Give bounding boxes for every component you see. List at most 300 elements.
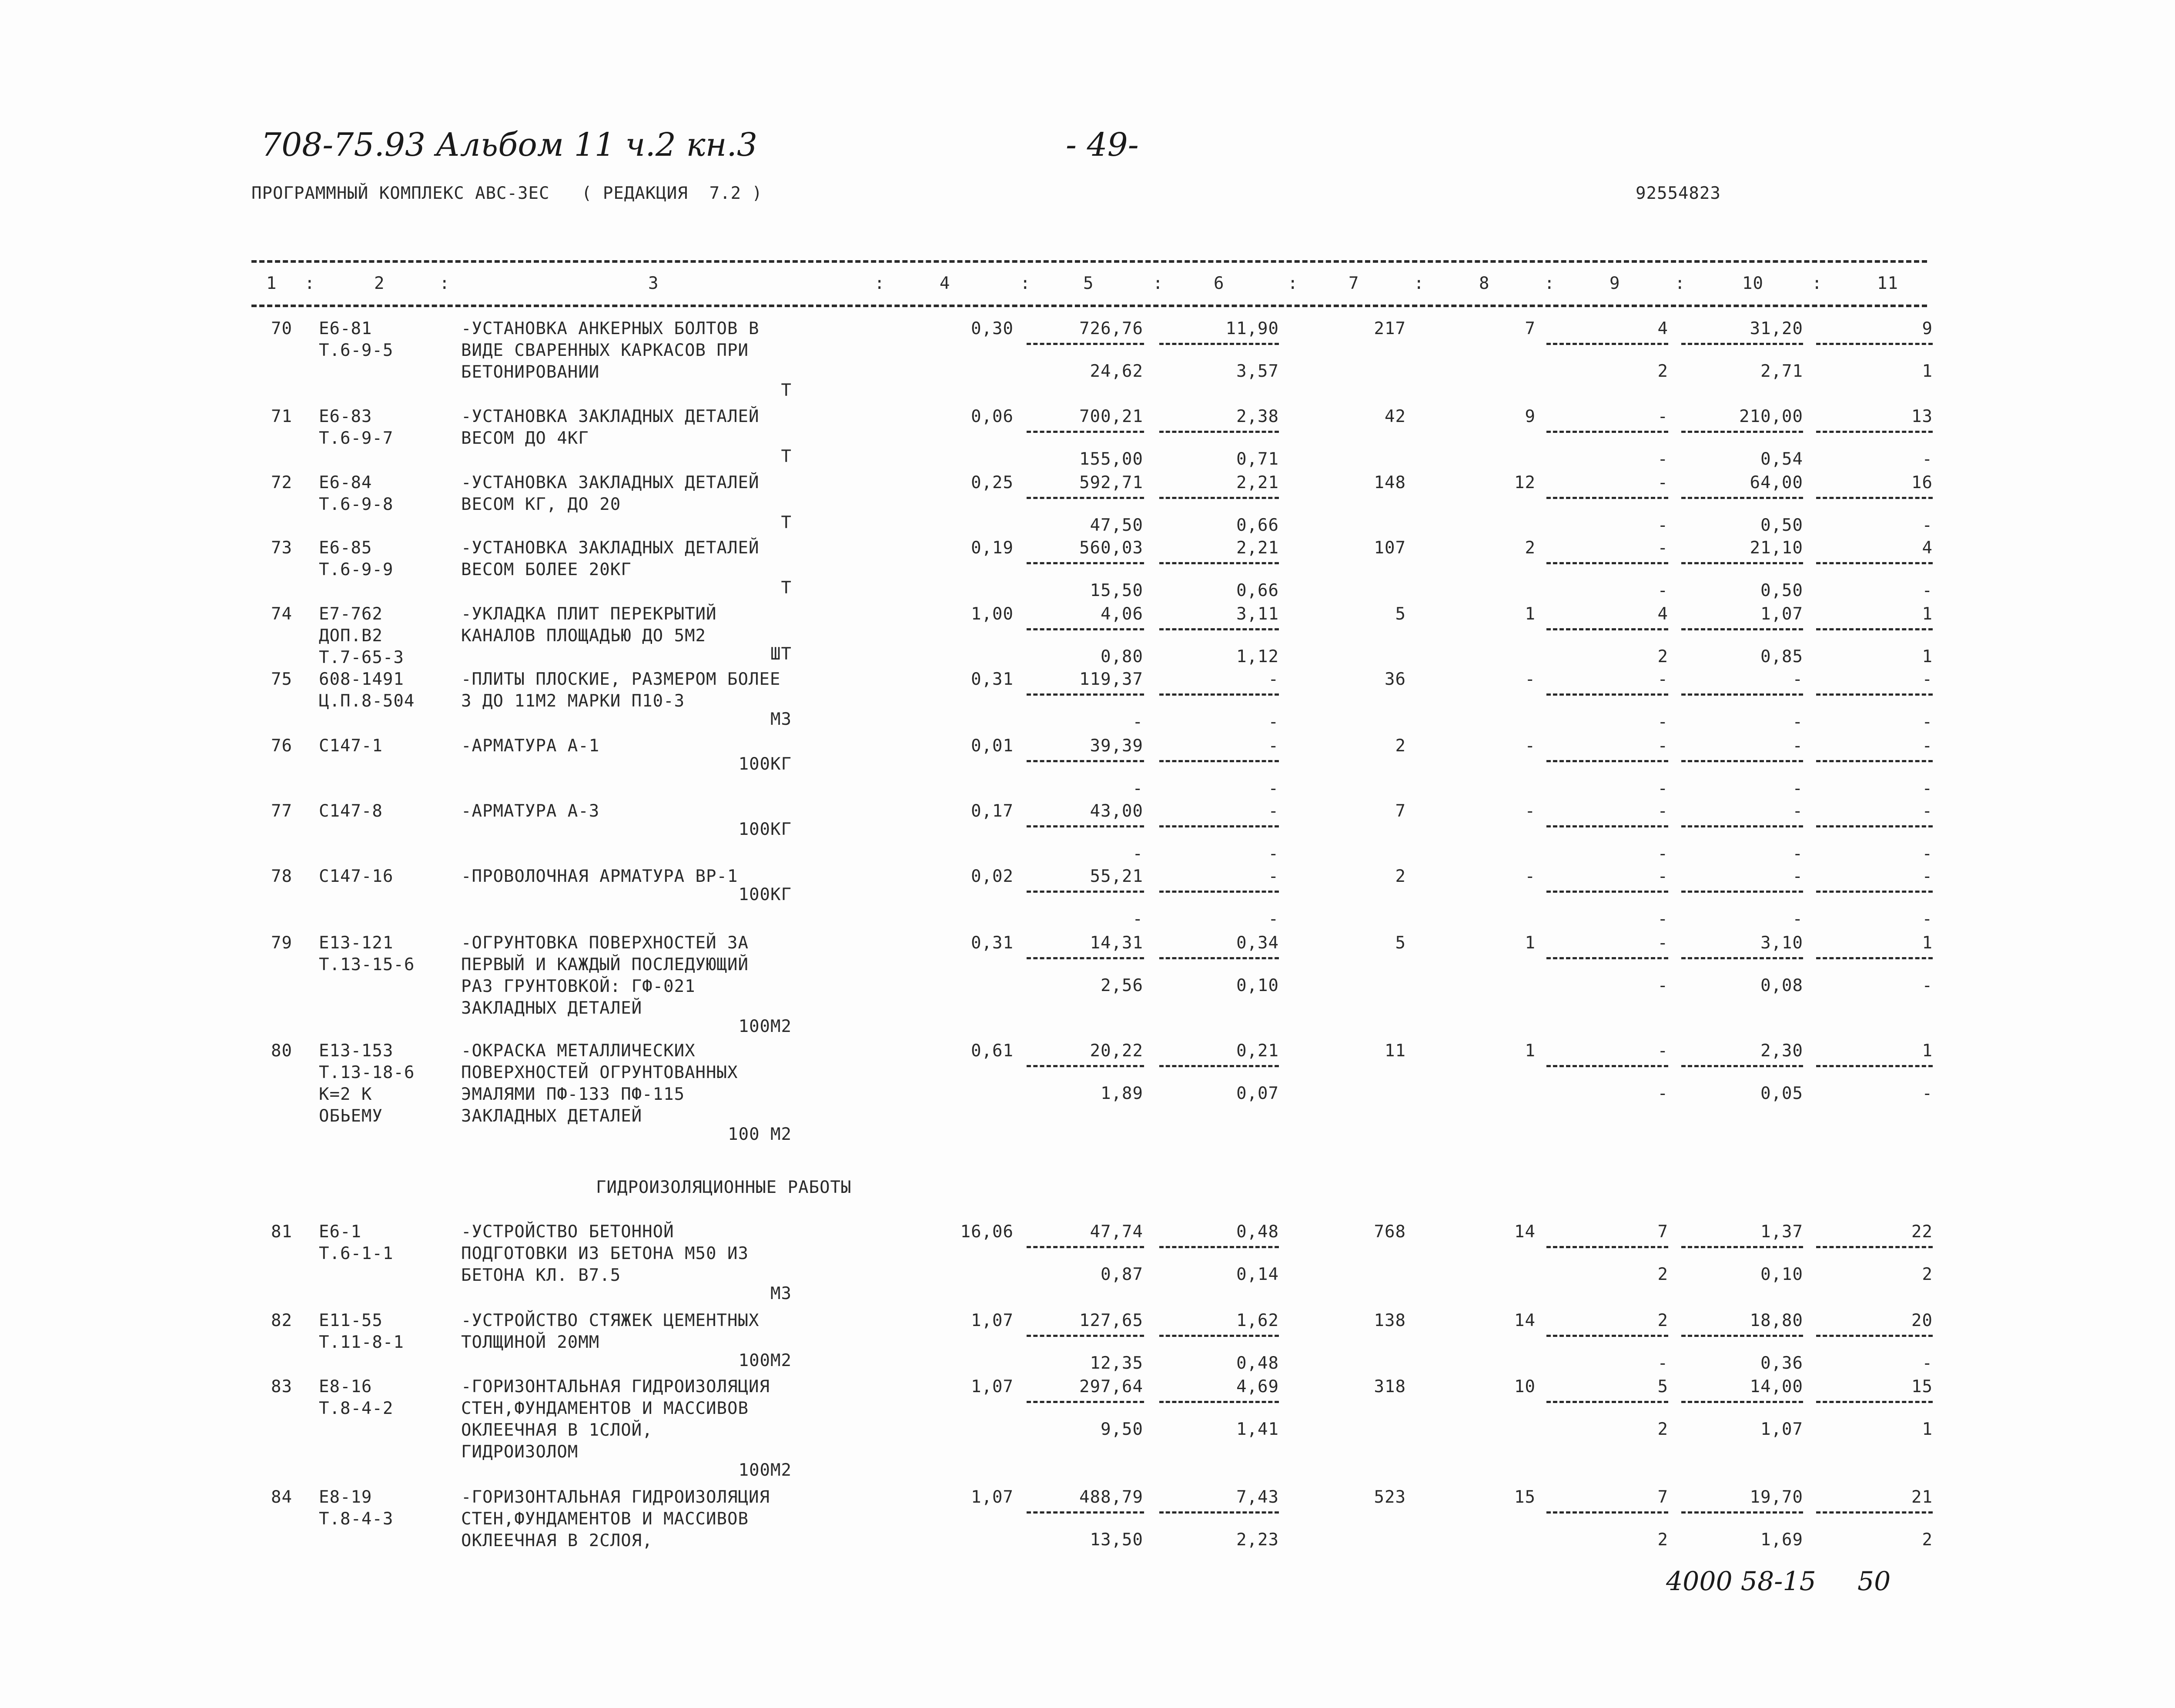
row-col9-top: - — [1657, 801, 1668, 821]
row-col4: 1,00 — [971, 604, 1014, 624]
fraction-rule — [1159, 1511, 1279, 1514]
fraction-rule — [1681, 693, 1803, 696]
row-col9-top: 7 — [1657, 1487, 1668, 1507]
fraction-rule — [1546, 693, 1668, 696]
row-col10-top: 31,20 — [1750, 319, 1803, 338]
row-col5-top: 119,37 — [1079, 670, 1143, 689]
row-col5-bottom: 0,87 — [1101, 1265, 1143, 1284]
row-unit: 100М2 — [738, 1460, 792, 1480]
row-col11-bottom: - — [1922, 1084, 1933, 1103]
fraction-rule — [1681, 1065, 1803, 1067]
row-col4: 0,31 — [971, 670, 1014, 689]
row-code: Е6-1 — [319, 1222, 361, 1242]
row-code: С147-16 — [319, 867, 394, 886]
fraction-rule — [1546, 1511, 1668, 1514]
row-col4: 0,30 — [971, 319, 1014, 338]
row-col10-top: 1,07 — [1760, 604, 1803, 624]
fraction-rule — [1816, 343, 1933, 345]
row-code: С147-8 — [319, 801, 383, 821]
fraction-rule — [1816, 760, 1933, 762]
row-col8: - — [1525, 670, 1536, 689]
row-col6-top: - — [1268, 670, 1279, 689]
row-col9-bottom: - — [1657, 976, 1668, 995]
row-number: 80 — [271, 1041, 292, 1061]
fraction-rule — [1546, 343, 1668, 345]
album-reference: 708-75.93 Альбом 11 ч.2 кн.3 — [261, 126, 758, 164]
row-number: 75 — [271, 670, 292, 689]
row-description: -УСТАНОВКА ЗАКЛАДНЫХ ДЕТАЛЕЙ — [461, 473, 760, 492]
row-col7: 148 — [1374, 473, 1406, 492]
fraction-rule — [1159, 1401, 1279, 1403]
row-col10-top: - — [1792, 867, 1803, 886]
row-description: -ГОРИЗОНТАЛЬНАЯ ГИДРОИЗОЛЯЦИЯ — [461, 1487, 770, 1507]
row-col4: 0,01 — [971, 736, 1014, 756]
row-col7: 768 — [1374, 1222, 1406, 1242]
row-col8: 2 — [1525, 538, 1536, 558]
row-col6-top: 2,21 — [1236, 473, 1279, 492]
row-col9-top: 2 — [1657, 1311, 1668, 1330]
row-code: Т.13-18-6 — [319, 1063, 415, 1082]
row-code: Е6-84 — [319, 473, 372, 492]
row-col7: 2 — [1395, 867, 1406, 886]
fraction-rule — [1681, 825, 1803, 827]
row-col6-top: 1,62 — [1236, 1311, 1279, 1330]
row-col6-bottom: 0,66 — [1236, 581, 1279, 600]
row-description: РАЗ ГРУНТОВКОЙ: ГФ-021 — [461, 977, 696, 996]
row-col10-bottom: 0,36 — [1760, 1353, 1803, 1373]
row-col6-bottom: - — [1268, 909, 1279, 929]
row-col11-bottom: - — [1922, 976, 1933, 995]
row-number: 74 — [271, 604, 292, 624]
row-col8: 1 — [1525, 1041, 1536, 1061]
fraction-rule — [1816, 1246, 1933, 1248]
column-separator: : — [1544, 274, 1555, 293]
row-col10-bottom: 0,50 — [1760, 581, 1803, 600]
row-col5-top: 488,79 — [1079, 1487, 1143, 1507]
row-unit: 100КГ — [738, 820, 792, 839]
document-code: 92554823 — [1636, 184, 1721, 203]
row-description: ПОВЕРХНОСТЕЙ ОГРУНТОВАННЫХ — [461, 1063, 738, 1082]
row-code: К=2 К — [319, 1085, 372, 1104]
row-col9-bottom: 2 — [1657, 1265, 1668, 1284]
fraction-rule — [1546, 1335, 1668, 1337]
fraction-rule — [1027, 1335, 1144, 1337]
row-col11-bottom: 1 — [1922, 1420, 1933, 1439]
fraction-rule — [1681, 562, 1803, 564]
column-separator: : — [304, 274, 315, 293]
row-col6-top: 0,34 — [1236, 933, 1279, 953]
row-col8: 12 — [1514, 473, 1536, 492]
row-col5-bottom: 155,00 — [1079, 449, 1143, 469]
row-number: 81 — [271, 1222, 292, 1242]
row-number: 78 — [271, 867, 292, 886]
row-col6-bottom: 1,12 — [1236, 647, 1279, 666]
fraction-rule — [1681, 1335, 1803, 1337]
row-code: Т.6-9-7 — [319, 429, 394, 448]
row-description: БЕТОНА КЛ. В7.5 — [461, 1266, 621, 1285]
program-line: ПРОГРАММНЫЙ КОМПЛЕКС АВС-3ЕС ( РЕДАКЦИЯ 7.2 ) — [251, 184, 763, 203]
row-description: ТОЛЩИНОЙ 20ММ — [461, 1333, 600, 1352]
row-description: -УСТРОЙСТВО СТЯЖЕК ЦЕМЕНТНЫХ — [461, 1311, 760, 1330]
row-col11-bottom: - — [1922, 1353, 1933, 1373]
row-description: -УСТРОЙСТВО БЕТОННОЙ — [461, 1222, 674, 1242]
row-col10-top: - — [1792, 801, 1803, 821]
row-col9-bottom: - — [1657, 581, 1668, 600]
row-col9-top: 7 — [1657, 1222, 1668, 1242]
row-col5-bottom: 13,50 — [1090, 1530, 1143, 1550]
row-col11-top: 22 — [1911, 1222, 1933, 1242]
row-col6-bottom: 3,57 — [1236, 362, 1279, 381]
row-col11-top: - — [1922, 801, 1933, 821]
row-col6-bottom: - — [1268, 779, 1279, 798]
row-code: С147-1 — [319, 736, 383, 756]
row-col6-bottom: 0,71 — [1236, 449, 1279, 469]
row-col10-top: - — [1792, 736, 1803, 756]
row-col5-bottom: 0,80 — [1101, 647, 1143, 666]
fraction-rule — [1159, 1246, 1279, 1248]
fraction-rule — [1816, 891, 1933, 893]
row-col5-top: 39,39 — [1090, 736, 1143, 756]
row-col5-top: 726,76 — [1079, 319, 1143, 338]
fraction-rule — [1027, 431, 1144, 433]
page-number: - 49- — [1066, 126, 1139, 164]
row-col7: 11 — [1385, 1041, 1406, 1061]
row-col6-top: 4,69 — [1236, 1377, 1279, 1397]
row-unit: Т — [781, 513, 792, 532]
row-col9-bottom: - — [1657, 779, 1668, 798]
row-col7: 2 — [1395, 736, 1406, 756]
row-col10-top: 14,00 — [1750, 1377, 1803, 1397]
row-description: -УСТАНОВКА ЗАКЛАДНЫХ ДЕТАЛЕЙ — [461, 538, 760, 558]
row-col4: 0,17 — [971, 801, 1014, 821]
row-col10-bottom: 1,69 — [1760, 1530, 1803, 1550]
row-col5-top: 43,00 — [1090, 801, 1143, 821]
row-col10-top: 1,37 — [1760, 1222, 1803, 1242]
row-col8: - — [1525, 867, 1536, 886]
row-col10-top: 21,10 — [1750, 538, 1803, 558]
fraction-rule — [1546, 1246, 1668, 1248]
fraction-rule — [1816, 693, 1933, 696]
column-header-3: 3 — [648, 274, 659, 293]
row-col10-top: 2,30 — [1760, 1041, 1803, 1061]
row-col5-top: 700,21 — [1079, 407, 1143, 426]
row-col6-bottom: 0,14 — [1236, 1265, 1279, 1284]
fraction-rule — [1159, 343, 1279, 345]
row-col6-top: - — [1268, 867, 1279, 886]
row-description: -УКЛАДКА ПЛИТ ПЕРЕКРЫТИЙ — [461, 604, 717, 624]
row-code: Т.11-8-1 — [319, 1333, 404, 1352]
fraction-rule — [1681, 431, 1803, 433]
row-col11-top: 15 — [1911, 1377, 1933, 1397]
row-col4: 0,25 — [971, 473, 1014, 492]
fraction-rule — [1027, 1401, 1144, 1403]
column-header-1: 1 — [266, 274, 277, 293]
fraction-rule — [1546, 562, 1668, 564]
fraction-rule — [1027, 1065, 1144, 1067]
row-col5-top: 4,06 — [1101, 604, 1143, 624]
row-code: Т.6-1-1 — [319, 1244, 394, 1263]
row-col11-bottom: 2 — [1922, 1265, 1933, 1284]
row-col11-bottom: - — [1922, 581, 1933, 600]
row-col10-bottom: 0,50 — [1760, 516, 1803, 535]
row-col11-bottom: - — [1922, 449, 1933, 469]
row-description: ОКЛЕЕЧНАЯ В 1СЛОЙ, — [461, 1420, 653, 1440]
row-number: 72 — [271, 473, 292, 492]
row-col5-top: 20,22 — [1090, 1041, 1143, 1061]
row-col6-top: 0,21 — [1236, 1041, 1279, 1061]
fraction-rule — [1027, 1511, 1144, 1514]
column-header-2: 2 — [374, 274, 385, 293]
row-col11-top: 1 — [1922, 933, 1933, 953]
row-col6-bottom: 0,66 — [1236, 516, 1279, 535]
row-code: Е13-153 — [319, 1041, 394, 1061]
row-col7: 5 — [1395, 604, 1406, 624]
row-code: Е8-19 — [319, 1487, 372, 1507]
row-col4: 0,19 — [971, 538, 1014, 558]
fraction-rule — [1816, 957, 1933, 959]
row-description: 3 ДО 11М2 МАРКИ П10-3 — [461, 691, 685, 711]
row-col9-bottom: 2 — [1657, 1420, 1668, 1439]
row-col5-top: 47,74 — [1090, 1222, 1143, 1242]
fraction-rule — [1027, 628, 1144, 630]
row-col9-top: - — [1657, 670, 1668, 689]
row-description: ВЕСОМ БОЛЕЕ 20КГ — [461, 560, 632, 579]
row-col8: - — [1525, 801, 1536, 821]
row-code: Т.13-15-6 — [319, 955, 415, 975]
column-header-9: 9 — [1610, 274, 1620, 293]
row-description: -ОГРУНТОВКА ПОВЕРХНОСТЕЙ ЗА — [461, 933, 749, 953]
row-col4: 0,02 — [971, 867, 1014, 886]
fraction-rule — [1159, 825, 1279, 827]
row-col10-bottom: 0,10 — [1760, 1265, 1803, 1284]
row-col10-bottom: - — [1792, 844, 1803, 864]
row-code: Т.8-4-2 — [319, 1399, 394, 1418]
row-col9-top: - — [1657, 538, 1668, 558]
row-col5-top: 592,71 — [1079, 473, 1143, 492]
fraction-rule — [1159, 957, 1279, 959]
row-col5-bottom: 12,35 — [1090, 1353, 1143, 1373]
row-col4: 1,07 — [971, 1311, 1014, 1330]
row-description: ЗАКЛАДНЫХ ДЕТАЛЕЙ — [461, 1106, 642, 1126]
row-col5-bottom: 24,62 — [1090, 362, 1143, 381]
row-col10-bottom: - — [1792, 712, 1803, 732]
fraction-rule — [1546, 1401, 1668, 1403]
section-title: ГИДРОИЗОЛЯЦИОННЫЕ РАБОТЫ — [596, 1178, 852, 1197]
row-col9-top: - — [1657, 473, 1668, 492]
row-col5-bottom: - — [1132, 844, 1143, 864]
fraction-rule — [1681, 957, 1803, 959]
row-col4: 0,06 — [971, 407, 1014, 426]
column-separator: : — [1020, 274, 1031, 293]
table-top-rule — [251, 260, 1927, 263]
row-col7: 36 — [1385, 670, 1406, 689]
row-unit: 100 М2 — [728, 1125, 792, 1144]
fraction-rule — [1681, 628, 1803, 630]
row-col7: 5 — [1395, 933, 1406, 953]
row-col6-bottom: 2,23 — [1236, 1530, 1279, 1550]
row-unit: ШТ — [770, 644, 792, 664]
row-unit: М3 — [770, 1284, 792, 1303]
row-col10-bottom: 0,08 — [1760, 976, 1803, 995]
row-col8: 9 — [1525, 407, 1536, 426]
row-col6-top: 2,21 — [1236, 538, 1279, 558]
row-description: -АРМАТУРА А-1 — [461, 736, 600, 756]
fraction-rule — [1546, 431, 1668, 433]
row-number: 73 — [271, 538, 292, 558]
row-col8: 15 — [1514, 1487, 1536, 1507]
column-separator: : — [1288, 274, 1298, 293]
row-col11-bottom: - — [1922, 516, 1933, 535]
row-col11-bottom: - — [1922, 909, 1933, 929]
fraction-rule — [1159, 431, 1279, 433]
row-code: ОБЬЕМУ — [319, 1106, 383, 1126]
row-number: 76 — [271, 736, 292, 756]
row-col7: 217 — [1374, 319, 1406, 338]
row-col5-bottom: 2,56 — [1101, 976, 1143, 995]
row-col11-bottom: 1 — [1922, 362, 1933, 381]
row-col5-bottom: - — [1132, 909, 1143, 929]
column-separator: : — [439, 274, 450, 293]
row-description: -ГОРИЗОНТАЛЬНАЯ ГИДРОИЗОЛЯЦИЯ — [461, 1377, 770, 1397]
row-unit: М3 — [770, 710, 792, 729]
row-col11-top: - — [1922, 736, 1933, 756]
row-col7: 523 — [1374, 1487, 1406, 1507]
row-col9-bottom: - — [1657, 1084, 1668, 1103]
row-col5-top: 560,03 — [1079, 538, 1143, 558]
row-col11-top: 16 — [1911, 473, 1933, 492]
fraction-rule — [1546, 957, 1668, 959]
row-unit: 100М2 — [738, 1017, 792, 1036]
fraction-rule — [1027, 693, 1144, 696]
row-col6-top: - — [1268, 801, 1279, 821]
row-col9-bottom: 2 — [1657, 362, 1668, 381]
fraction-rule — [1159, 1065, 1279, 1067]
row-col4: 1,07 — [971, 1377, 1014, 1397]
row-unit: Т — [781, 381, 792, 400]
row-code: Т.6-9-8 — [319, 495, 394, 514]
row-col5-top: 55,21 — [1090, 867, 1143, 886]
row-col7: 7 — [1395, 801, 1406, 821]
row-col5-bottom: 9,50 — [1101, 1420, 1143, 1439]
fraction-rule — [1159, 628, 1279, 630]
row-code: Е13-121 — [319, 933, 394, 953]
fraction-rule — [1159, 891, 1279, 893]
column-header-7: 7 — [1348, 274, 1359, 293]
row-col10-bottom: - — [1792, 909, 1803, 929]
row-col4: 16,06 — [960, 1222, 1014, 1242]
row-number: 77 — [271, 801, 292, 821]
row-col9-bottom: 2 — [1657, 1530, 1668, 1550]
row-col4: 1,07 — [971, 1487, 1014, 1507]
row-col6-bottom: 0,07 — [1236, 1084, 1279, 1103]
row-description: ВИДЕ СВАРЕННЫХ КАРКАСОВ ПРИ — [461, 341, 749, 360]
fraction-rule — [1816, 1401, 1933, 1403]
fraction-rule — [1027, 1246, 1144, 1248]
row-description: ЗАКЛАДНЫХ ДЕТАЛЕЙ — [461, 998, 642, 1018]
fraction-rule — [1159, 693, 1279, 696]
fraction-rule — [1816, 431, 1933, 433]
row-col11-top: - — [1922, 670, 1933, 689]
column-header-5: 5 — [1083, 274, 1094, 293]
row-col10-top: 18,80 — [1750, 1311, 1803, 1330]
row-col11-bottom: 2 — [1922, 1530, 1933, 1550]
row-description: ЭМАЛЯМИ ПФ-133 ПФ-115 — [461, 1085, 685, 1104]
fraction-rule — [1027, 891, 1144, 893]
row-col9-top: 4 — [1657, 604, 1668, 624]
row-col10-top: 19,70 — [1750, 1487, 1803, 1507]
fraction-rule — [1546, 760, 1668, 762]
row-col10-bottom: 0,85 — [1760, 647, 1803, 666]
fraction-rule — [1681, 891, 1803, 893]
fraction-rule — [1159, 760, 1279, 762]
row-col5-bottom: - — [1132, 779, 1143, 798]
column-header-6: 6 — [1214, 274, 1225, 293]
row-col9-bottom: - — [1657, 516, 1668, 535]
row-col4: 0,61 — [971, 1041, 1014, 1061]
row-description: ПЕРВЫЙ И КАЖДЫЙ ПОСЛЕДУЮЩИЙ — [461, 955, 749, 975]
row-col5-bottom: 1,89 — [1101, 1084, 1143, 1103]
row-col9-top: - — [1657, 867, 1668, 886]
fraction-rule — [1546, 628, 1668, 630]
row-description: ПОДГОТОВКИ ИЗ БЕТОНА М50 ИЗ — [461, 1244, 749, 1263]
row-col9-top: - — [1657, 407, 1668, 426]
fraction-rule — [1681, 1511, 1803, 1514]
row-col7: 318 — [1374, 1377, 1406, 1397]
row-number: 82 — [271, 1311, 292, 1330]
row-col6-bottom: 0,48 — [1236, 1353, 1279, 1373]
row-description: ВЕСОМ ДО 4КГ — [461, 429, 589, 448]
row-description: СТЕН,ФУНДАМЕНТОВ И МАССИВОВ — [461, 1399, 749, 1418]
row-col10-top: 64,00 — [1750, 473, 1803, 492]
row-col5-top: 14,31 — [1090, 933, 1143, 953]
column-separator: : — [1812, 274, 1823, 293]
row-col5-bottom: - — [1132, 712, 1143, 732]
row-code: Е6-85 — [319, 538, 372, 558]
row-code: Е11-55 — [319, 1311, 383, 1330]
row-code: Ц.П.8-504 — [319, 691, 415, 711]
row-col6-top: - — [1268, 736, 1279, 756]
row-col9-bottom: - — [1657, 844, 1668, 864]
row-col6-top: 2,38 — [1236, 407, 1279, 426]
row-description: -УСТАНОВКА АНКЕРНЫХ БОЛТОВ В — [461, 319, 760, 338]
row-description: -УСТАНОВКА ЗАКЛАДНЫХ ДЕТАЛЕЙ — [461, 407, 760, 426]
table-header-rule — [251, 305, 1927, 307]
fraction-rule — [1816, 1511, 1933, 1514]
row-unit: 100КГ — [738, 754, 792, 774]
row-description: СТЕН,ФУНДАМЕНТОВ И МАССИВОВ — [461, 1509, 749, 1529]
row-col9-top: - — [1657, 1041, 1668, 1061]
row-col8: 1 — [1525, 604, 1536, 624]
row-col11-top: 1 — [1922, 604, 1933, 624]
row-col6-bottom: 1,41 — [1236, 1420, 1279, 1439]
row-col4: 0,31 — [971, 933, 1014, 953]
row-col11-top: 1 — [1922, 1041, 1933, 1061]
fraction-rule — [1681, 343, 1803, 345]
row-col11-bottom: - — [1922, 779, 1933, 798]
footer-stamp-right: 50 — [1857, 1566, 1891, 1597]
fraction-rule — [1027, 497, 1144, 499]
row-col8: 10 — [1514, 1377, 1536, 1397]
row-col11-top: 21 — [1911, 1487, 1933, 1507]
column-separator: : — [1153, 274, 1164, 293]
row-col10-top: - — [1792, 670, 1803, 689]
row-code: Т.7-65-3 — [319, 648, 404, 667]
row-code: Т.6-9-9 — [319, 560, 394, 579]
fraction-rule — [1816, 628, 1933, 630]
row-col6-bottom: - — [1268, 712, 1279, 732]
row-col5-bottom: 15,50 — [1090, 581, 1143, 600]
row-col6-top: 7,43 — [1236, 1487, 1279, 1507]
